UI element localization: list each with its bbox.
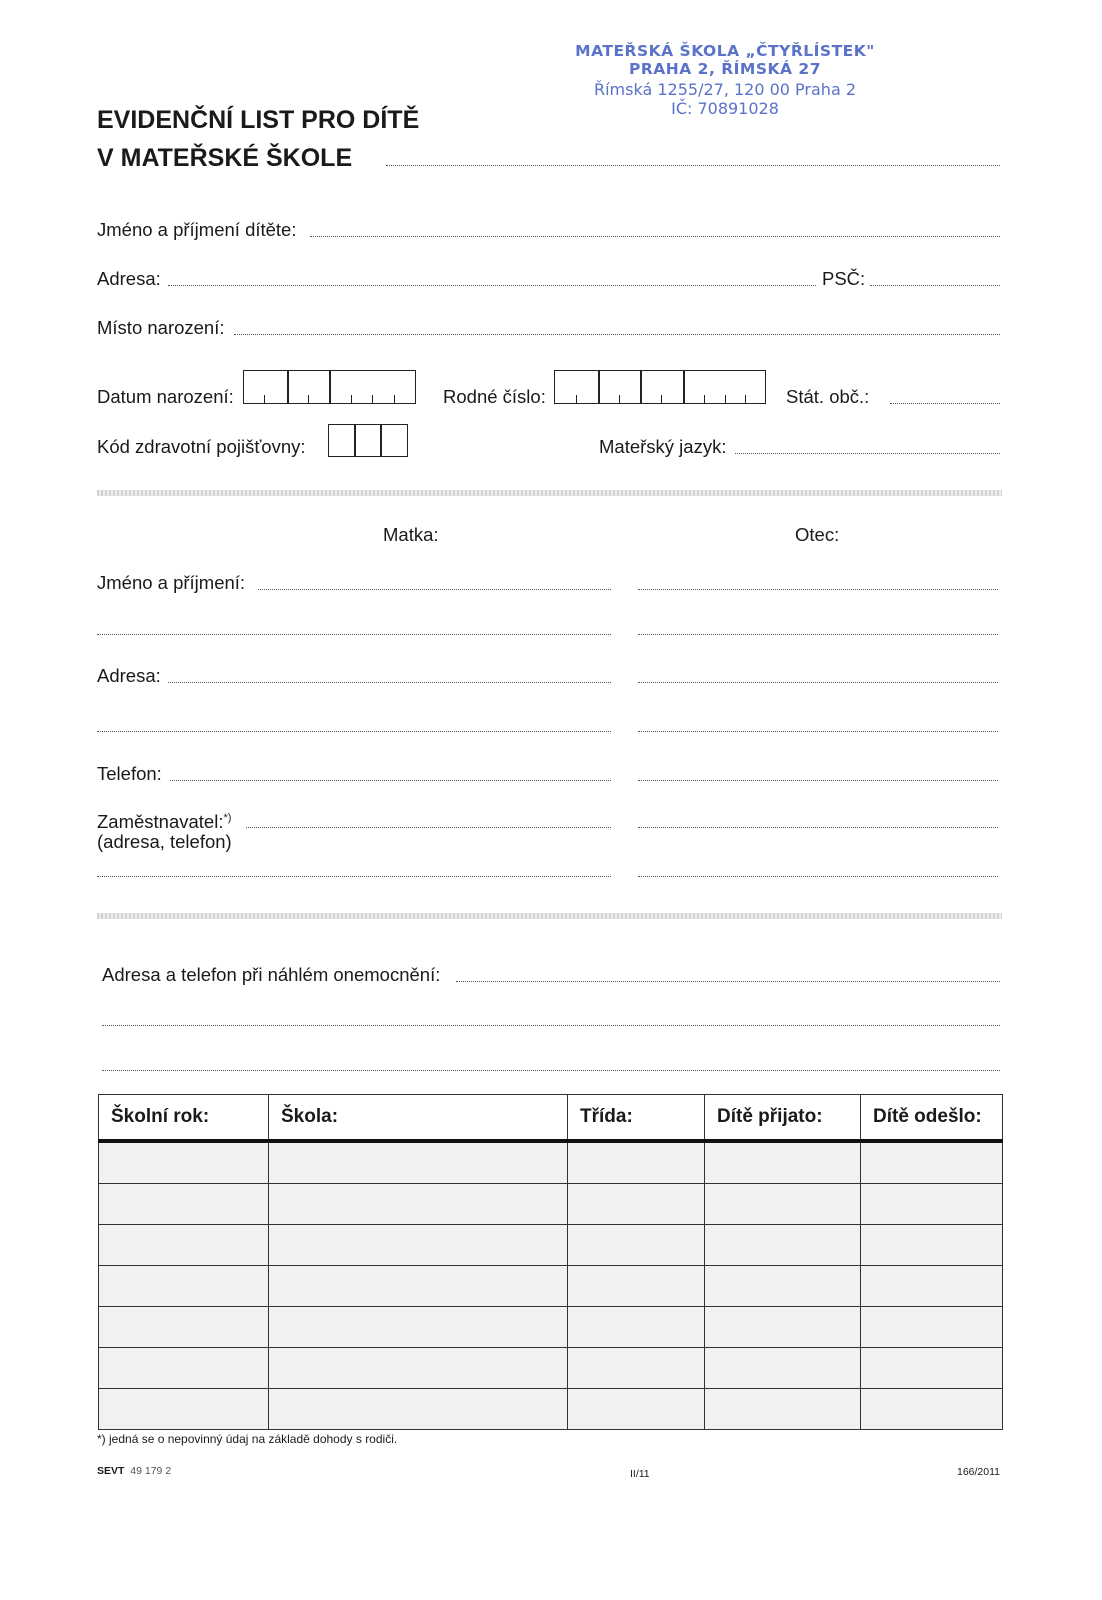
child-name-field[interactable] — [310, 236, 1000, 237]
table-row — [99, 1225, 1003, 1266]
table-row — [99, 1307, 1003, 1348]
birthdate-label: Datum narození: — [97, 386, 234, 407]
cell-admitted[interactable] — [705, 1307, 861, 1348]
table-row — [99, 1184, 1003, 1225]
section-separator-1 — [97, 490, 1002, 496]
cell-class[interactable] — [568, 1307, 705, 1348]
cell-school-year[interactable] — [99, 1348, 269, 1389]
form-number: 166/2011 — [957, 1466, 1001, 1478]
section-separator-2 — [97, 913, 1002, 919]
citizenship-field[interactable] — [890, 403, 1000, 404]
child-address-label: Adresa: — [97, 268, 161, 289]
cell-school[interactable] — [269, 1348, 568, 1389]
mother-employer-field-2[interactable] — [97, 876, 611, 877]
employer-label-text: Zaměstnavatel: — [97, 811, 224, 832]
cell-school-year[interactable] — [99, 1225, 269, 1266]
cell-school[interactable] — [269, 1225, 568, 1266]
birthdate-boxes[interactable] — [243, 370, 416, 404]
cell-school-year[interactable] — [99, 1141, 269, 1184]
employer-footnote-mark: *) — [223, 811, 232, 824]
cell-school[interactable] — [269, 1389, 568, 1430]
table-row — [99, 1348, 1003, 1389]
parent-name-label: Jméno a příjmení: — [97, 572, 246, 593]
cell-school[interactable] — [269, 1184, 568, 1225]
form-title-line1: EVIDENČNÍ LIST PRO DÍTĚ — [97, 106, 420, 134]
cell-admitted[interactable] — [705, 1348, 861, 1389]
child-address-field[interactable] — [168, 285, 816, 286]
parent-employer-sublabel: (adresa, telefon) — [97, 831, 232, 852]
cell-class[interactable] — [568, 1141, 705, 1184]
emergency-label: Adresa a telefon při náhlém onemocnění: — [102, 964, 441, 985]
cell-school-year[interactable] — [99, 1266, 269, 1307]
header-left: Dítě odešlo: — [861, 1095, 1003, 1142]
cell-admitted[interactable] — [705, 1225, 861, 1266]
language-label: Mateřský jazyk: — [599, 436, 727, 457]
table-header-row — [99, 1095, 1003, 1142]
cell-school-year[interactable] — [99, 1389, 269, 1430]
parent-phone-label: Telefon: — [97, 763, 162, 784]
mother-address-field[interactable] — [168, 682, 611, 683]
cell-left[interactable] — [861, 1184, 1003, 1225]
father-phone-field[interactable] — [638, 780, 998, 781]
insurance-code-boxes[interactable] — [328, 424, 408, 457]
cell-left[interactable] — [861, 1266, 1003, 1307]
birth-number-boxes[interactable] — [554, 370, 766, 404]
mother-name-field[interactable] — [258, 589, 611, 590]
publisher-line — [97, 1465, 171, 1477]
father-name-field-2[interactable] — [638, 634, 998, 635]
stamp-ico: IČ: 70891028 — [671, 99, 779, 118]
cell-class[interactable] — [568, 1348, 705, 1389]
mother-heading: Matka: — [383, 524, 439, 545]
language-field[interactable] — [735, 453, 1000, 454]
mother-employer-field[interactable] — [246, 827, 611, 828]
cell-left[interactable] — [861, 1307, 1003, 1348]
cell-class[interactable] — [568, 1225, 705, 1266]
footnote: *) jedná se o nepovinný údaj na základě dohody s rodiči. — [97, 1432, 398, 1446]
cell-left[interactable] — [861, 1141, 1003, 1184]
cell-admitted[interactable] — [705, 1141, 861, 1184]
cell-school[interactable] — [269, 1307, 568, 1348]
cell-class[interactable] — [568, 1266, 705, 1307]
child-name-label: Jméno a příjmení dítěte: — [97, 219, 297, 240]
citizenship-label: Stát. obč.: — [786, 386, 870, 407]
school-stamp — [545, 42, 905, 118]
emergency-field[interactable] — [456, 981, 1000, 982]
stamp-city: PRAHA 2, ŘÍMSKÁ 27 — [629, 60, 821, 78]
table-row — [99, 1266, 1003, 1307]
cell-admitted[interactable] — [705, 1389, 861, 1430]
father-heading: Otec: — [795, 524, 840, 545]
title-underline — [386, 165, 1000, 166]
form-code: 49 179 2 — [130, 1465, 172, 1477]
attendance-table — [98, 1094, 1003, 1430]
header-school-year: Školní rok: — [99, 1095, 269, 1142]
child-psc-label: PSČ: — [822, 268, 866, 289]
birthplace-label: Místo narození: — [97, 317, 225, 338]
table-row — [99, 1141, 1003, 1184]
parent-address-label: Adresa: — [97, 665, 161, 686]
cell-school[interactable] — [269, 1266, 568, 1307]
father-address-field[interactable] — [638, 682, 998, 683]
cell-school-year[interactable] — [99, 1307, 269, 1348]
emergency-field-2[interactable] — [102, 1025, 1000, 1026]
cell-school-year[interactable] — [99, 1184, 269, 1225]
cell-school[interactable] — [269, 1141, 568, 1184]
mother-phone-field[interactable] — [170, 780, 611, 781]
birthplace-field[interactable] — [234, 334, 1000, 335]
father-employer-field[interactable] — [638, 827, 998, 828]
cell-class[interactable] — [568, 1389, 705, 1430]
birth-number-label: Rodné číslo: — [443, 386, 546, 407]
header-class: Třída: — [568, 1095, 705, 1142]
stamp-school-name: MATEŘSKÁ ŠKOLA „ČTYŘLÍSTEK" — [575, 42, 875, 60]
cell-admitted[interactable] — [705, 1184, 861, 1225]
stamp-address: Římská 1255/27, 120 00 Praha 2 — [593, 80, 857, 99]
header-school: Škola: — [269, 1095, 568, 1142]
emergency-field-3[interactable] — [102, 1070, 1000, 1071]
cell-admitted[interactable] — [705, 1266, 861, 1307]
mother-name-field-2[interactable] — [97, 634, 611, 635]
father-address-field-2[interactable] — [638, 731, 998, 732]
insurance-label: Kód zdravotní pojišťovny: — [97, 436, 306, 457]
cell-left[interactable] — [861, 1389, 1003, 1430]
edition: II/11 — [630, 1468, 650, 1480]
cell-class[interactable] — [568, 1184, 705, 1225]
parent-employer-label — [97, 811, 231, 833]
cell-left[interactable] — [861, 1225, 1003, 1266]
header-admitted: Dítě přijato: — [705, 1095, 861, 1142]
publisher-name: SEVT — [97, 1465, 125, 1477]
child-psc-field[interactable] — [870, 285, 1000, 286]
table-row — [99, 1389, 1003, 1430]
form-title-line2: V MATEŘSKÉ ŠKOLE — [97, 144, 353, 172]
father-employer-field-2[interactable] — [638, 876, 998, 877]
father-name-field[interactable] — [638, 589, 998, 590]
cell-left[interactable] — [861, 1348, 1003, 1389]
mother-address-field-2[interactable] — [97, 731, 611, 732]
